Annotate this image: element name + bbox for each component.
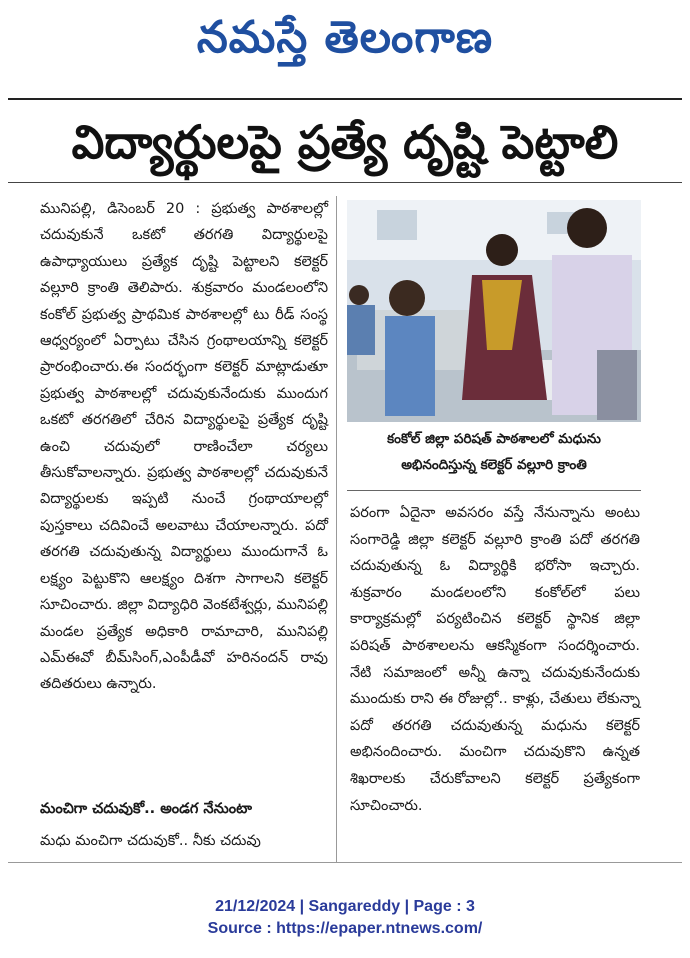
caption-line: కంకోల్ జిల్లా పరిషత్ పాఠశాలలో మధును: [387, 431, 601, 447]
subheading-text: మధు మంచిగా చదువుకో.. నీకు చదువు: [40, 833, 261, 849]
subheading: మంచిగా చదువుకో.. అండగ నేనుంటా: [40, 801, 252, 817]
footer: [0, 896, 690, 940]
divider: [347, 490, 641, 491]
headline-text: విద్యార్థులపై ప్రత్యే దృష్టి పెట్టాలి: [71, 115, 619, 169]
column-divider: [336, 196, 337, 862]
divider: [8, 98, 682, 100]
news-photo: [347, 200, 641, 422]
right-column-text: పరంగా ఏదైనా అవసరం వస్తే నేనున్నాను అంటు సంగారెడ్డి జిల్లా కలెక్టర్ వల్లూరి క్రాంతి పదో తరగతి చదువుతున్న ఓ విద్యార్థికి భరోసా ఇచ్చారు. శుక్రవారం మండలంలోని కంకోల్‌లో పలు కార్యాక్రమల్లో పర్యటించిన కలెక్టర్ స్థానిక జిల్లా పరిషత్ పాఠశాలలను ఆకస్మికంగా సందర్శించారు. నేటి సమాజంలో అన్నీ ఉన్నా చదువుకునేందుకు ముందుకు రాని ఈ రోజుల్లో.. కాళ్లు, చేతులు లేకున్నా పదో తరగతి చదువుతున్న మధును కలెక్టర్ అభినందించారు. మంచిగా చదువుకొని ఉన్నత శిఖరాలకు చేరుకోవాలని కలెక్టర్ ప్రత్యేకంగా సూచించారు.: [350, 505, 640, 814]
headline: [0, 108, 690, 176]
source-link: Source : https://epaper.ntnews.com/: [207, 920, 483, 937]
divider: [8, 862, 682, 863]
newspaper-title: నమస్తే తెలంగాణ: [196, 12, 494, 63]
divider: [8, 182, 682, 183]
caption-line: అభినందిస్తున్న కలెక్టర్ వల్లూరి క్రాంతి: [401, 457, 587, 473]
left-column-text: మునిపల్లి, డిసెంబర్ 20 : ప్రభుత్వ పాఠశాలల్లో చదువుకునే ఒకటో తరగతి విద్యార్థులపై ఉపాధ్యాయులు ప్రత్యేక దృష్టి పెట్టాలని కలెక్టర్ వల్లూరి క్రాంతి తెలిపారు. శుక్రవారం మండలంలోని కంకోల్ ప్రభుత్వ ప్రాథమిక పాఠశాలల్లో టు రీడ్ సంస్థ ఆధ్వర్యంలో ఏర్పాటు చేసిన గ్రంథాలయాన్ని కలెక్టర్ ప్రారంభించారు.ఈ సందర్భంగా కలెక్టర్ మాట్లాడుతూ ప్రభుత్వ పాఠశాలల్లో చదువుకునేందుకు ముందుగ ఒకటో తరగతిలో చేరిన విద్యార్థులపై ప్రత్యేక దృష్టి ఉంచి చదువులో రాణించేలా చర్యలు తీసుకోవాలన్నారు. ప్రభుత్వ పాఠశాలల్లో చదువుకునే విద్యార్థులకు ఇప్పటి నుంచే గ్రంథాయాలల్లో పుస్తకాలు చదివించే అలవాటు చేయాలన్నారు. పదో తరగతి చదువుతున్న విద్యార్థులు ముందుగానే ఓ లక్ష్యం పెట్టుకొని ఆలక్ష్యం దిశగా సాగాలని కలెక్టర్ సూచించారు. జిల్లా విద్యాధిరి వెంకటేశ్వర్లు, మునిపల్లి మండల ప్రత్యేక అధికారి రామాచారి, మునిపల్లి ఎమ్ఈవో బీమ్‌సింగ్,ఎంపీడీవో హరినందన్ రావు తదితరులు ఉన్నారు.: [40, 201, 329, 693]
edition-info: 21/12/2024 | Sangareddy | Page : 3: [215, 898, 475, 915]
photo-caption: [347, 426, 641, 478]
left-column: [40, 196, 328, 698]
masthead: [0, 6, 690, 70]
photo-illustration: [347, 200, 641, 422]
right-column: [350, 500, 640, 819]
